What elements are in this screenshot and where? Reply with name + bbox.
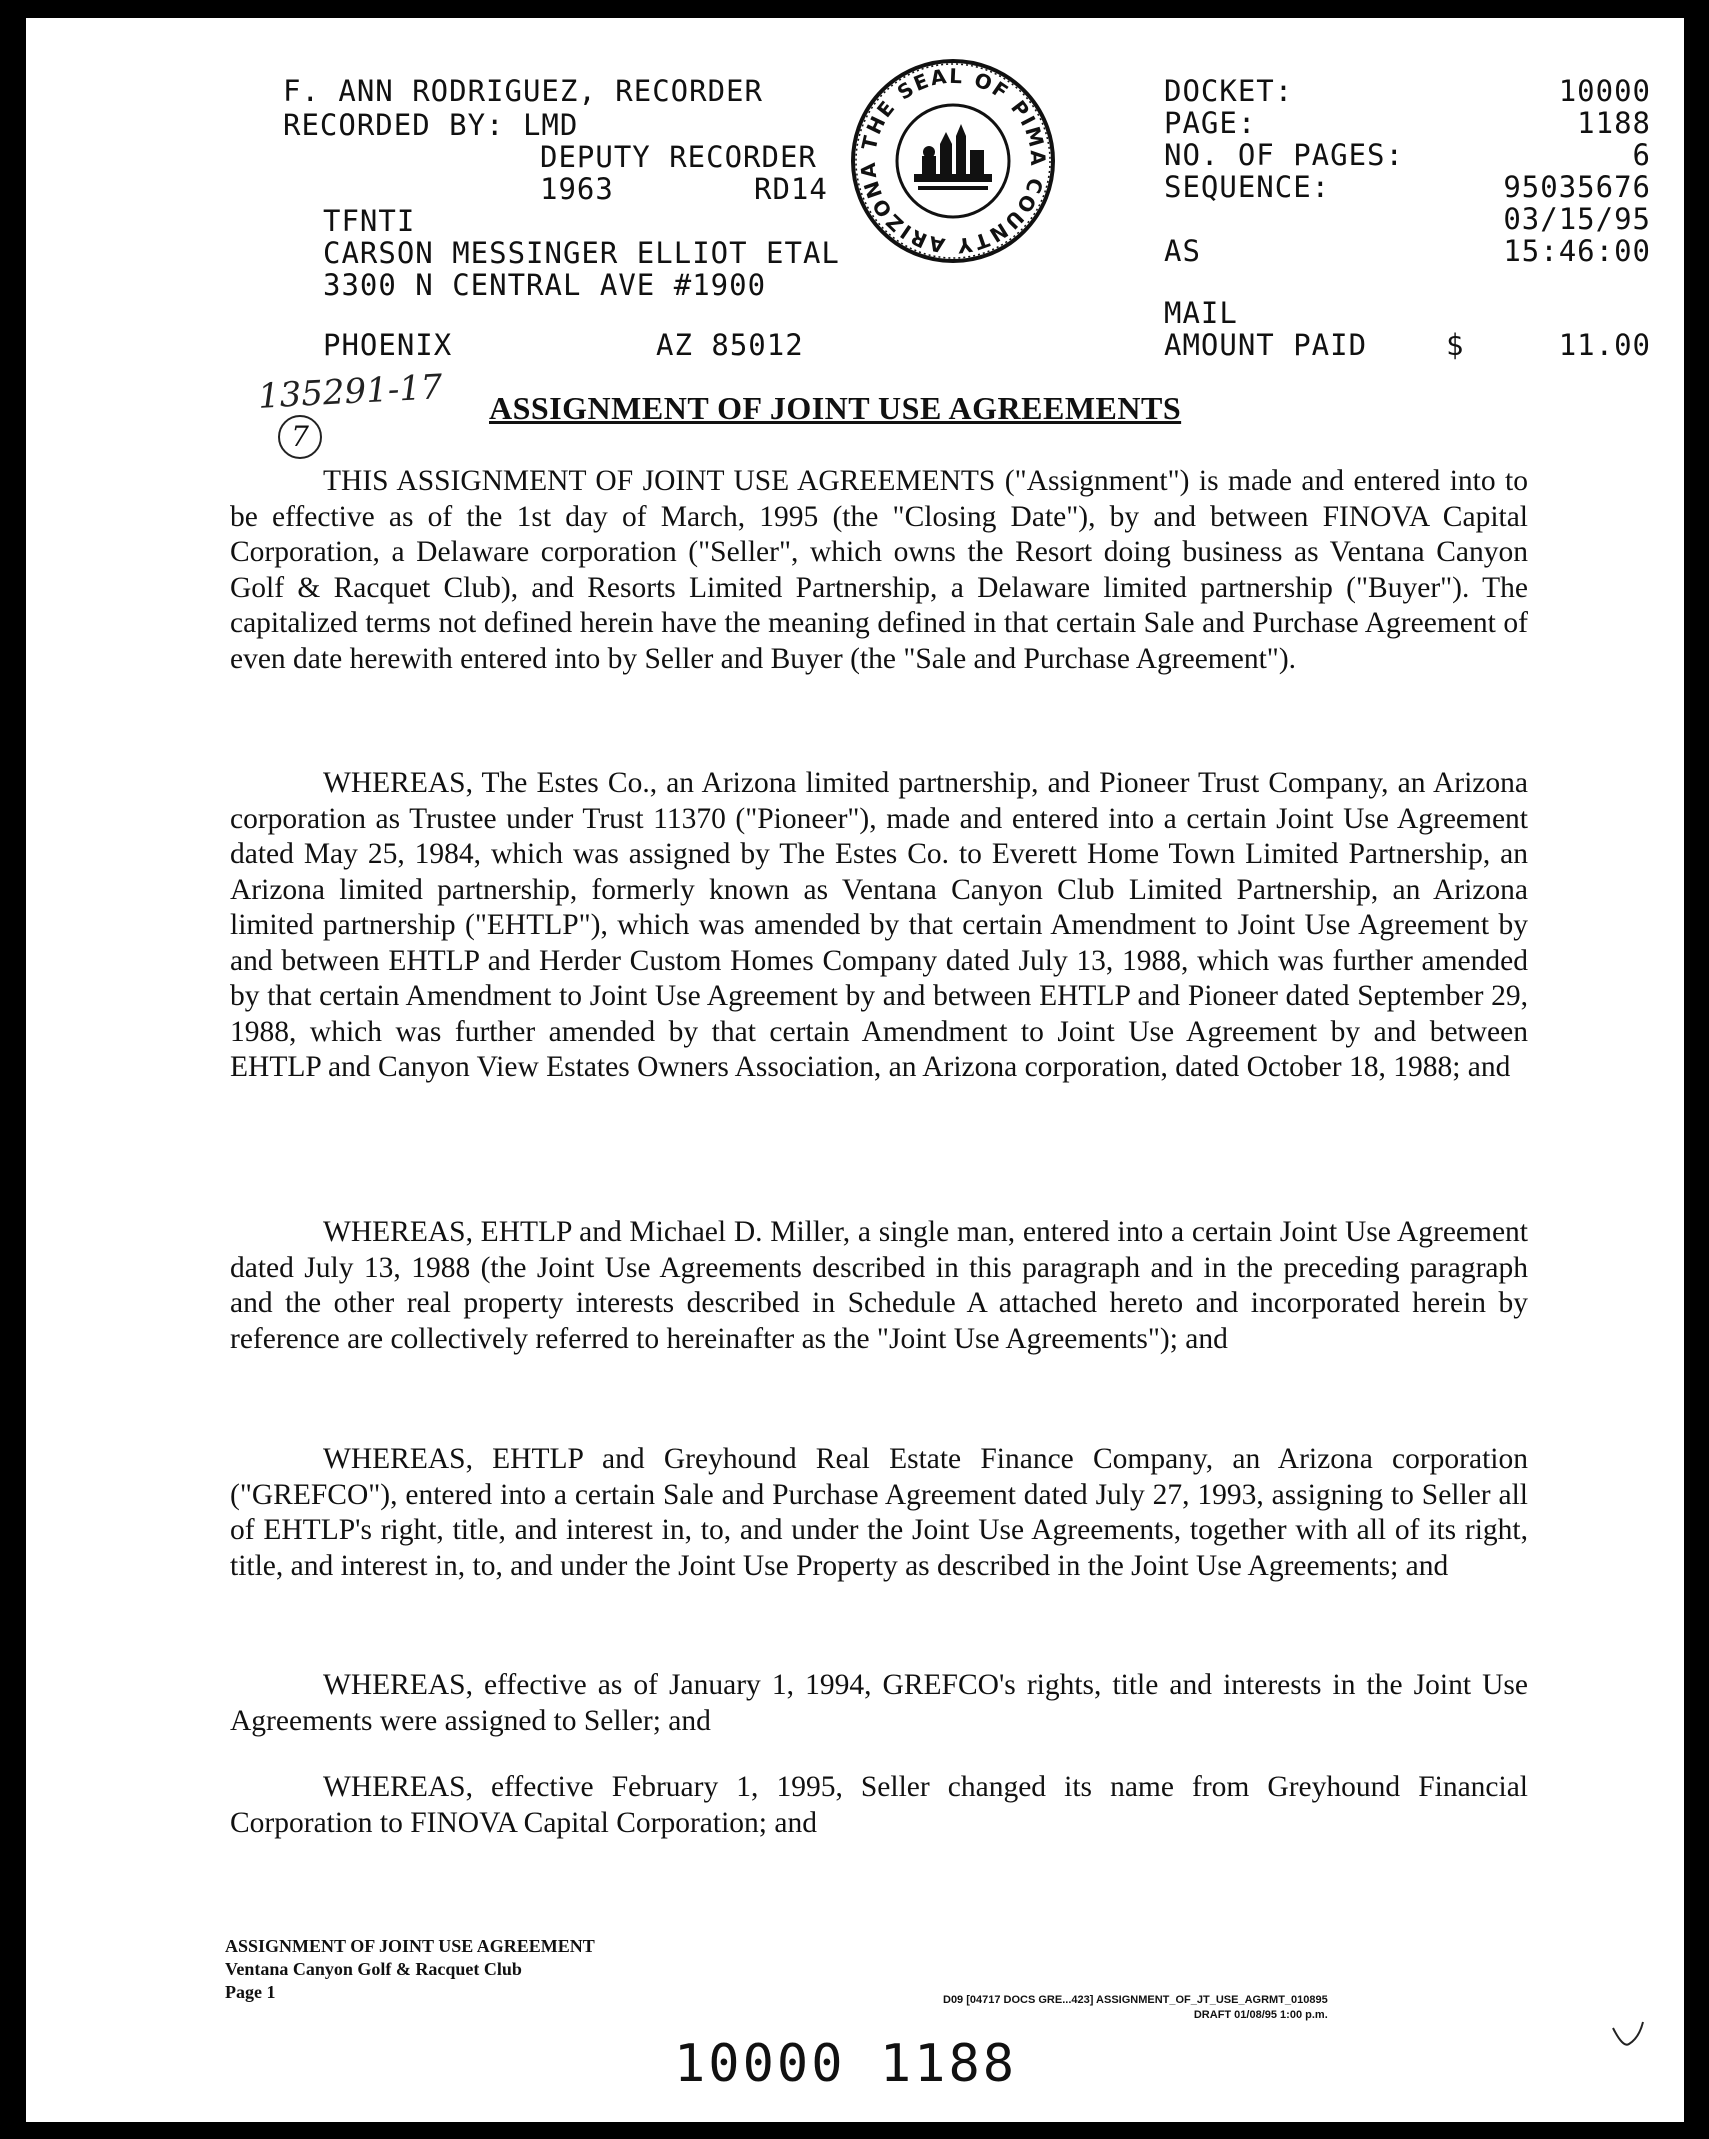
recorder-code-number: 1963 [540,172,614,206]
page-value: 1188 [1577,106,1651,140]
record-time: 15:46:00 [1503,234,1651,268]
addressee: CARSON MESSINGER ELLIOT ETAL [323,236,840,270]
body-paragraph-whereas-4: WHEREAS, effective as of January 1, 1994, GREFCO's rights, title and interests in the Joint Use Agreements were assigned to Seller; and [230,1669,1528,1737]
amount-currency: $ [1446,328,1465,362]
sequence-value: 95035676 [1503,170,1651,204]
footer-document-label [225,1935,595,2004]
body-paragraph-whereas-5: WHEREAS, effective February 1, 1995, Seller changed its name from Greyhound Financial Corporation to FINOVA Capital Corporation; and [230,1771,1528,1839]
check-mark-icon [1609,2018,1649,2054]
handwritten-circled-number: 7 [278,415,322,459]
amount-paid-value: 11.00 [1558,328,1651,362]
svg-text:THE SEAL OF PIMA COUNTY ARIZON: THE SEAL OF PIMA COUNTY ARIZONA [855,63,1051,259]
county-seal-icon [848,56,1058,266]
body-paragraph-intro: THIS ASSIGNMENT OF JOINT USE AGREEMENTS ("Assignment") is made and entered into to be effective as of the 1st day of March, 1995 (the "Closing Date"), by and between FINOVA Capital Corporation, a Delaware corporation ("Seller", which owns the Resort doing business as Ventana Canyon Golf & Racquet Club), and Resorts Limited Partnership, a Delaware limited partnership ("Buyer"). The capitalized terms not defined herein have the meaning defined in that certain Sale and Purchase Agreement of even date herewith entered into by Seller and Buyer (the "Sale and Purchase Agreement"). [230,465,1528,675]
mail-label: MAIL [1164,296,1238,330]
footer-line-property: Ventana Canyon Golf & Racquet Club [225,1959,522,1979]
num-pages-value: 6 [1632,138,1651,172]
city: PHOENIX [323,328,453,362]
body-paragraph-whereas-1: WHEREAS, The Estes Co., an Arizona limited partnership, and Pioneer Trust Company, an Arizona corporation as Trustee under Trust 11370 ("Pioneer"), made and entered into a certain Joint Use Agreement dated May 25, 1984, which was assigned by The Estes Co. to Everett Home Town Limited Partnership, an Arizona limited partnership, formerly known as Ventana Canyon Club Limited Partnership, an Arizona limited partnership ("EHTLP"), which was amended by that certain Amendment to Joint Use Agreement by and between EHTLP and Herder Custom Homes Company dated July 13, 1988, which was further amended by that certain Amendment to Joint Use Agreement by and between EHTLP and Pioneer dated September 29, 1988, which was further amended by that certain Amendment to Joint Use Agreement by and between EHTLP and Canyon View Estates Owners Association, an Arizona corporation, dated October 18, 1988; and [230,767,1528,1083]
sequence-label: SEQUENCE: [1164,170,1331,204]
deputy-recorder: DEPUTY RECORDER [540,140,817,174]
footer-file-reference [943,1993,1328,2023]
body-paragraph-whereas-3: WHEREAS, EHTLP and Greyhound Real Estate Finance Company, an Arizona corporation ("GREFCO"), entered into a certain Sale and Purchase Agreement dated July 27, 1993, assigning to Seller all of EHTLP's right, title, and interest in, to, and under the Joint Use Agreements, together with all of its right, title, and interest in, to, and under the Joint Use Property as described in the Joint Use Agreements; and [230,1443,1528,1582]
recorded-by: RECORDED BY: LMD [283,108,579,142]
footer-page-number: Page 1 [225,1982,276,2002]
footer-file-path: D09 [04717 DOCS GRE...423] ASSIGNMENT_OF_JT_USE_AGRMT_010895 [943,1994,1328,2006]
handwritten-reference-number: 135291-17 [257,367,444,417]
document-title: ASSIGNMENT OF JOINT USE AGREEMENTS [489,390,1182,426]
num-pages-label: NO. OF PAGES: [1164,138,1404,172]
state-zip: AZ 85012 [656,328,804,362]
docket-value: 10000 [1558,74,1651,108]
recorder-code-rd: RD14 [754,172,828,206]
tenti-label: TFNTI [323,204,416,238]
page-label: PAGE: [1164,106,1257,140]
recorder-name: F. ANN RODRIGUEZ, RECORDER [283,74,763,108]
body-paragraph-whereas-2: WHEREAS, EHTLP and Michael D. Miller, a single man, entered into a certain Joint Use Agreement dated July 13, 1988 (the Joint Use Agreements described in this paragraph and in the preceding paragraph and the other real property interests described in Schedule A attached hereto and incorporated herein by reference are collectively referred to hereinafter as the "Joint Use Agreements"); and [230,1216,1528,1355]
bottom-docket-stamp: 10000 1188 [674,2034,1018,2094]
footer-draft-stamp: DRAFT 01/08/95 1:00 p.m. [1193,2009,1328,2021]
footer-line-title: ASSIGNMENT OF JOINT USE AGREEMENT [225,1936,595,1956]
record-date: 03/15/95 [1503,202,1651,236]
document-page [26,18,1684,2122]
docket-label: DOCKET: [1164,74,1294,108]
as-label: AS [1164,234,1201,268]
amount-paid-label: AMOUNT PAID [1164,328,1368,362]
street-address: 3300 N CENTRAL AVE #1900 [323,268,767,302]
